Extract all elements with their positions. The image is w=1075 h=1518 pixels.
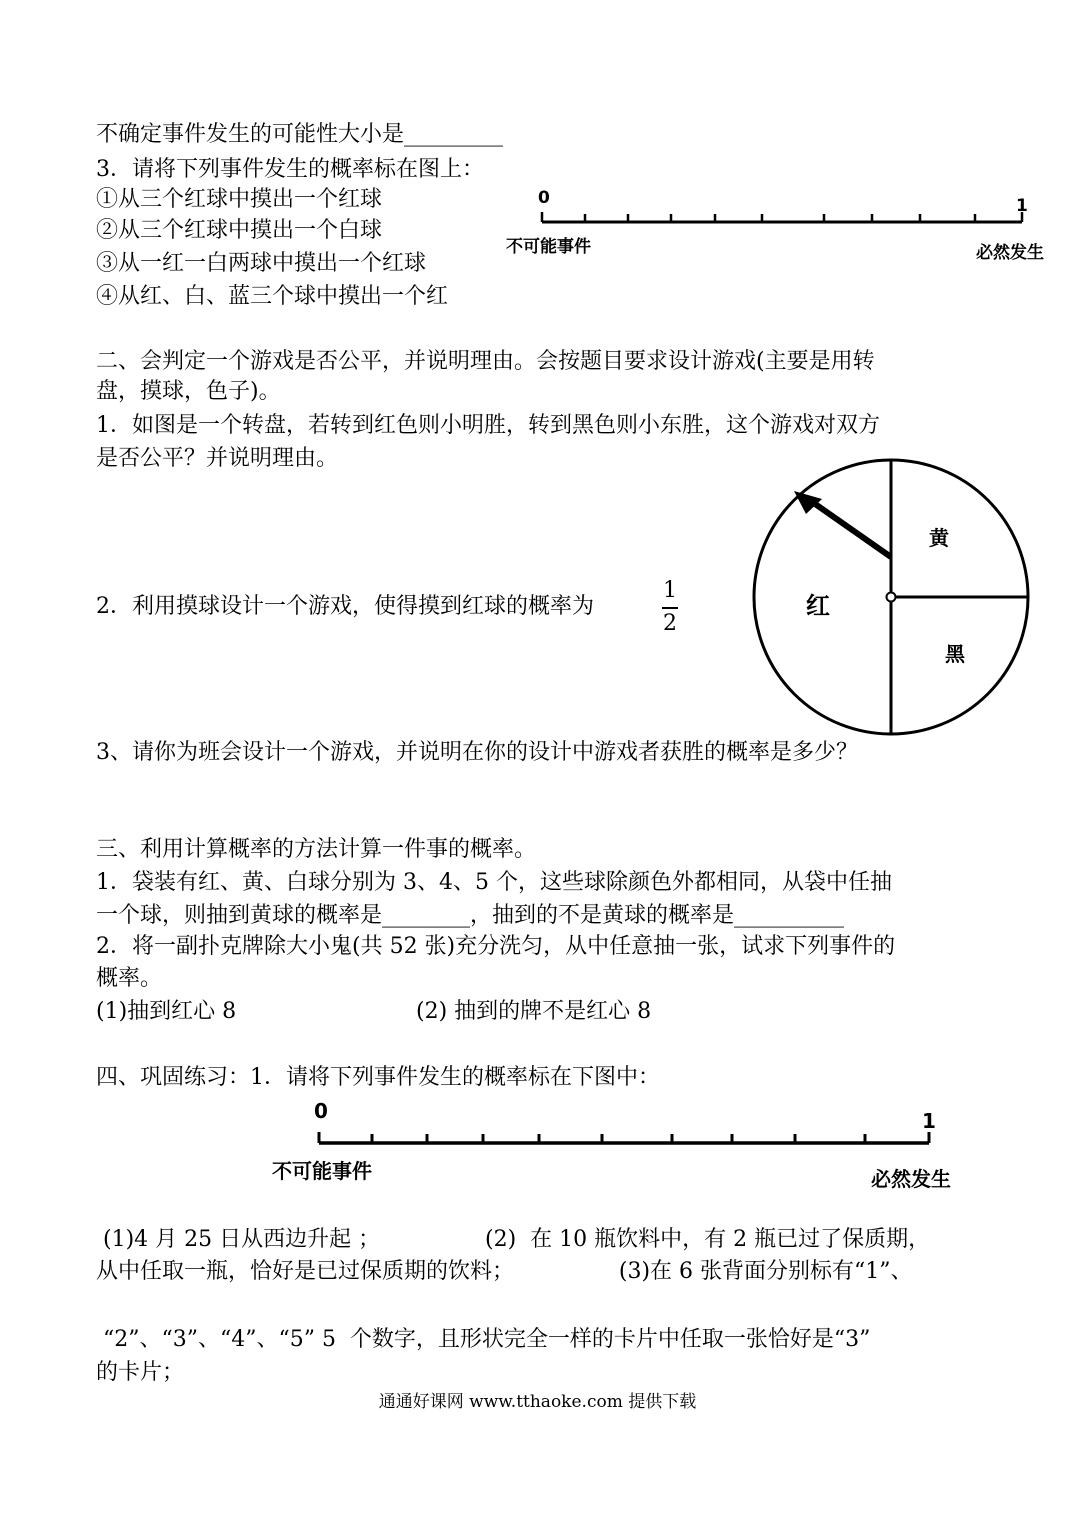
scale1-left-caption: 不可能事件 [506, 237, 591, 257]
text-line-6: ④从红、白、蓝三个球中摸出一个红 [96, 284, 449, 309]
text-line-23: 的卡片； [96, 1360, 185, 1385]
text-line-14: 1．袋装有红、黄、白球分别为 3、4、5 个，这些球除颜色外都相同，从袋中任抽 [96, 870, 892, 895]
text-line-8: 盘，摸球，色子)。 [96, 379, 281, 404]
text-line-5: ③从一红一白两球中摸出一个红球 [96, 251, 427, 276]
scale2-left-caption: 不可能事件 [272, 1159, 372, 1183]
spinner-label-yellow: 黄 [929, 526, 949, 550]
spinner-label-red: 红 [806, 592, 830, 620]
text-line-18b: (2) 抽到的牌不是红心 8 [416, 999, 652, 1024]
scale1-end-label: 1 [1016, 196, 1028, 216]
footer-credit: 通通好课网 www.tthaoke.com 提供下载 [378, 1392, 697, 1412]
text-line-10: 是否公平？并说明理由。 [96, 446, 339, 471]
scale2-end-label: 1 [922, 1109, 936, 1133]
scale2-right-caption: 必然发生 [871, 1167, 951, 1191]
fraction-numerator: 1 [663, 578, 677, 603]
text-line-4: ②从三个红球中摸出一个白球 [96, 218, 383, 243]
text-line-21: 从中任取一瓶，恰好是已过保质期的饮料； (3)在 6 张背面分别标有“1”、 [96, 1259, 913, 1284]
scale1-axis [540, 210, 1040, 230]
spinner-pivot [887, 593, 896, 602]
spinner-diagram [750, 455, 1040, 745]
text-line-7: 二、会判定一个游戏是否公平，并说明理由。会按题目要求设计游戏(主要是用转 [96, 349, 875, 374]
scale2-start-label: 0 [314, 1099, 328, 1123]
text-line-2: 3．请将下列事件发生的概率标在图上： [96, 157, 484, 182]
text-line-11: 2．利用摸球设计一个游戏，使得摸到红球的概率为 [96, 594, 594, 619]
text-line-17: 概率。 [96, 966, 163, 991]
text-line-16: 2．将一副扑克牌除大小鬼(共 52 张)充分洗匀，从中任意抽一张，试求下列事件的 [96, 934, 896, 959]
text-line-20: (1)4 月 25 日从西边升起 ； (2) 在 10 瓶饮料中，有 2 瓶已过了保质期， [96, 1227, 931, 1252]
scale1-start-label: 0 [538, 188, 550, 208]
text-line-3: ①从三个红球中摸出一个红球 [96, 187, 383, 212]
text-line-13: 三、利用计算概率的方法计算一件事的概率。 [96, 837, 537, 862]
text-line-19: 四、巩固练习：1．请将下列事件发生的概率标在下图中： [96, 1065, 660, 1090]
text-line-9: 1．如图是一个转盘，若转到红色则小明胜，转到黑色则小东胜，这个游戏对双方 [96, 413, 880, 438]
spinner-label-black: 黑 [945, 642, 965, 666]
text-line-1: 不确定事件发生的可能性大小是_________ [96, 122, 504, 147]
text-line-22: “2”、“3”、“4”、“5” 5 个数字，且形状完全一样的卡片中任取一张恰好是“3” [96, 1327, 871, 1352]
text-line-12: 3、请你为班会设计一个游戏，并说明在你的设计中游戏者获胜的概率是多少？ [96, 740, 858, 765]
scale2-axis [317, 1130, 957, 1150]
text-line-15: 一个球，则抽到黄球的概率是________，抽到的不是黄球的概率是__________ [96, 903, 845, 928]
scale1-right-caption: 必然发生 [976, 243, 1044, 263]
fraction-bar [662, 607, 678, 609]
text-line-18a: (1)抽到红心 8 [96, 999, 237, 1024]
fraction-denominator: 2 [663, 611, 677, 636]
